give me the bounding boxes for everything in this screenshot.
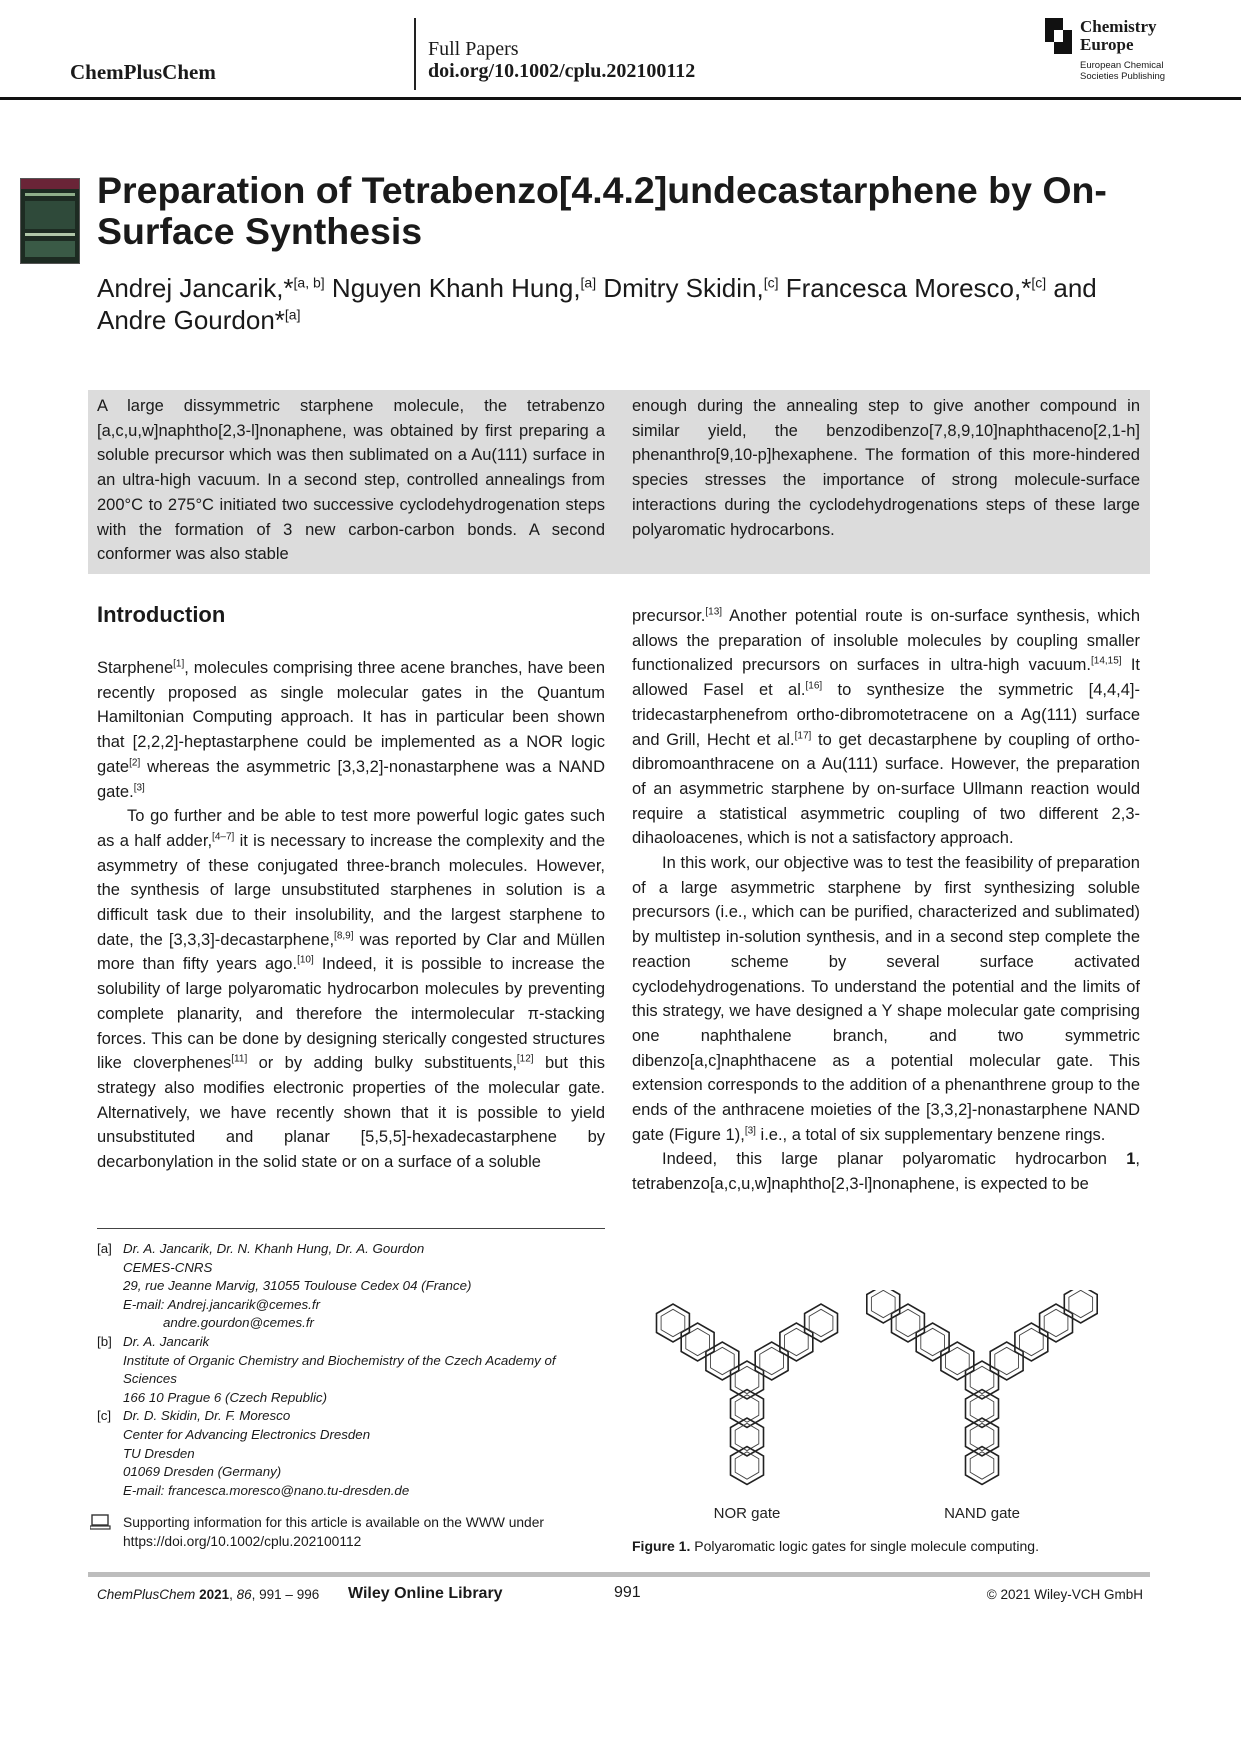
text-run: but this strategy also modifies electronic properties of the molecular gate. Alternatively, we have recently shown that it is possible to yield unsubstituted and planar [5,5,5]-hexadecastarphene by decarbonylation in the solid state or on a surface of a soluble [97,1054,605,1172]
header-divider [414,18,416,90]
author-name: and Andre Gourdon* [97,273,1097,335]
citation[interactable]: [2] [129,757,141,769]
abstract-right: enough during the annealing step to give another compound in similar yield, the benzodibenzo[7,8,9,10]naphthaceno[2,1-h] phenanthro[9,10-p]hexaphene. The formation of this more-hindered species stresses the importance of strong molecule-surface interactions during the cyclodehydrogenations steps of these large polyaromatic hydrocarbons. [632,397,1140,539]
text-run: to get decastarphene by coupling of ortho-dibromoanthracene on a Au(111) surface. However, the preparation of an asymmetric starphene by on-surface Ullmann reaction would require a statistical asymmetric coupling of two different 2,3-dihaoloacenes, which is not a satisfactory approach. [632,730,1140,848]
supporting-info[interactable]: Supporting information for this article is available on the WWW under https://doi.org/10.1002/cplu.202100112 [123,1515,544,1549]
text-run: i.e., a total of six supplementary benzene rings. [755,1125,1106,1144]
author-name: Francesca Moresco,* [778,273,1032,303]
paragraph [632,851,1140,1147]
text-run: , molecules comprising three acene branches, have been recently proposed as single molecular gates in the Quantum Hamiltonian Computing approach. It has in particular been shown that [2,2,2]-heptastarphene could be implemented as a NOR logic gate [97,659,605,776]
citation[interactable]: [3] [133,782,145,794]
copyright: © 2021 Wiley-VCH GmbH [986,1587,1143,1602]
figure-caption [632,1538,1039,1554]
affiliation-label: [a] [97,1241,112,1256]
paragraph [97,804,605,1175]
footer-rule [88,1572,1150,1577]
caption-label: Figure 1. [632,1538,691,1554]
affiliation-a [97,1240,607,1333]
affiliation-b [97,1333,607,1407]
author-affiliation: [a] [284,306,301,323]
citation-year: 2021 [199,1587,230,1602]
chemistry-europe-logo-icon [1045,18,1073,54]
section-label: Full Papers [428,38,519,60]
citation[interactable]: [12] [516,1053,534,1065]
text-run: whereas the asymmetric [3,3,2]-nonastarphene was a NAND gate. [97,757,605,801]
email-link[interactable]: E-mail: francesca.moresco@nano.tu-dresden.de [123,1482,410,1498]
affiliation-line: TU Dresden [123,1445,195,1461]
author-name: Andrej Jancarik,* [97,273,294,303]
citation[interactable]: [8,9] [334,930,354,942]
body-left-column [97,656,605,1175]
author-name: Nguyen Khanh Hung, [324,273,581,303]
footnote-rule [97,1228,605,1229]
author-affiliation: [c] [1031,274,1047,291]
affiliation-line: Dr. A. Jancarik, Dr. N. Khanh Hung, Dr. A. Gourdon [123,1241,425,1256]
paragraph [632,604,1140,851]
citation-volume: 86 [236,1587,252,1602]
publisher-sub-line1: European Chemical [1080,60,1164,71]
page-number: 991 [614,1584,641,1601]
journal-name: ChemPlusChem [70,60,216,84]
citation[interactable]: [3] [744,1125,756,1137]
citation[interactable]: [1] [173,658,185,670]
citation-line: ChemPlusChem 2021, 86, 991 – 996 [97,1587,320,1602]
abstract-left: A large dissymmetric starphene molecule, the tetrabenzo [a,c,u,w]naphtho[2,3-l]nonaphene, was obtained by first preparing a soluble precursor which was then sublimated on a Au(111) surface in an ultra-high vacuum. In a second step, controlled annealings from 200°C to 275°C initiated two successive cyclodehydrogenation steps with the formation of 3 new carbon-carbon bonds. A second conformer was also stable [97,397,605,564]
email-link[interactable]: andre.gourdon@cemes.fr [163,1315,314,1331]
citation[interactable]: [14,15] [1090,655,1122,667]
affiliation-line: 01069 Dresden (Germany) [123,1464,282,1480]
affiliation-line: 29, rue Jeanne Marvig, 31055 Toulouse Cedex 04 (France) [123,1278,472,1294]
author-list [97,272,1157,336]
author-affiliation: [a, b] [293,274,325,291]
publisher-subtitle [1080,60,1165,82]
text-run: it is necessary to increase the complexity and the asymmetry of these conjugated three-branch molecules. However, the synthesis of large unsubstituted starphenes in solution is a difficult task due to their insolubility, and the largest starphene to date, the [3,3,3]-decastarphene, [97,831,605,949]
citation[interactable]: [16] [805,680,823,692]
affiliation-line: CEMES-CNRS [123,1259,213,1275]
body-right-column [632,604,1140,1197]
affiliation-line: 166 10 Prague 6 (Czech Republic) [123,1389,328,1405]
journal-cover-thumbnail [20,178,80,264]
citation[interactable]: [4–7] [212,831,235,843]
wiley-online-library-link[interactable]: Wiley Online Library [348,1585,503,1602]
nor-gate-label: NOR gate [713,1505,781,1522]
publisher-name-line1: Chemistry [1080,17,1157,36]
citation[interactable]: [17] [794,730,812,742]
nand-gate-label: NAND gate [944,1505,1020,1522]
compound-number: 1 [1126,1150,1136,1169]
paragraph [632,1147,1140,1196]
affiliation-label: [c] [97,1408,112,1424]
citation[interactable]: [11] [231,1053,248,1065]
text-run: or by adding bulky substituents, [247,1054,517,1073]
text-run: It allowed Fasel et al. [632,656,1140,700]
paragraph [97,656,605,804]
affiliation-line: Dr. A. Jancarik [123,1333,210,1349]
text-run: Another potential route is on-surface synthesis, which allows the preparation of insoluble molecules by coupling smaller functionalized precursors on surfaces in ultra-high vacuum. [632,607,1140,675]
header-rule [0,97,1241,100]
text-run: In this work, our objective was to test the feasibility of preparation of a large asymmetric starphene by first synthesizing soluble precursors (i.e., which can be purified, characterized and sublimated) by multistep in-solution synthesis, and in a second step complete the reaction scheme by several surface activated cyclodehydrogenations. To understand the potential and the limits of this strategy, we have designed a Y shape molecular gate comprising one naphthalene branch, and two symmetric dibenzo[a,c]naphthacene as a potential molecular gate. This extension corresponds to the addition of a phenanthrene group to the ends of the anthracene moieties of the [3,3,2]-nonastarphene NAND gate (Figure 1), [632,854,1140,1144]
article-title: Preparation of Tetrabenzo[4.4.2]undecastarphene by On-Surface Synthesis [97,169,1107,252]
citation-journal: ChemPlusChem [97,1587,196,1602]
text-run: to synthesize the symmetric [4,4,4]-tridecastarphenefrom ortho-dibromotetracene on a Ag(111) surface and Grill, Hecht et al. [632,681,1140,749]
affiliation-line: Center for Advancing Electronics Dresden [123,1426,371,1442]
publisher-name [1080,18,1156,54]
publisher-sub-line2: Societies Publishing [1080,71,1166,82]
doi-link[interactable]: doi.org/10.1002/cplu.202100112 [428,60,696,82]
figure-1 [632,1290,1142,1530]
affiliation-line: Institute of Organic Chemistry and Biochemistry of the Czech Academy of Sciences [123,1352,556,1387]
citation[interactable]: [13] [705,606,723,618]
author-name: Dmitry Skidin, [596,273,764,303]
text-run: To go further and be able to test more powerful logic gates such as a half adder, [97,807,605,850]
affiliation-label: [b] [97,1333,112,1349]
molecule-structures [632,1290,1142,1530]
text-run: Indeed, it is possible to increase the solubility of large polyaromatic hydrocarbon molecules by preventing complete planarity, and therefore the intermolecular π-stacking forces. This can be done by designing sterically congested structures like cloverphenes [97,955,605,1073]
author-affiliation: [c] [763,274,779,291]
caption-text: Polyaromatic logic gates for single molecule computing. [690,1538,1039,1554]
text-run: Indeed, this large planar polyaromatic hydrocarbon [662,1150,1127,1169]
author-affiliation: [a] [580,274,597,291]
affiliations [97,1240,607,1500]
publisher-name-line2: Europe [1080,35,1134,54]
section-heading: Introduction [97,602,226,627]
text-run: Starphene [97,659,174,677]
text-run: , tetrabenzo[a,c,u,w]naphtho[2,3-l]nonaphene, is expected to be [632,1150,1140,1194]
affiliation-line: Dr. D. Skidin, Dr. F. Moresco [123,1408,291,1424]
citation[interactable]: [10] [297,954,314,966]
affiliation-c [97,1407,607,1500]
text-run: precursor. [632,607,706,625]
email-link[interactable]: E-mail: Andrej.jancarik@cemes.fr [123,1296,320,1312]
citation-pages: , 991 – 996 [251,1587,320,1602]
text-run: was reported by Clar and Müllen more than fifty years ago. [97,930,605,974]
